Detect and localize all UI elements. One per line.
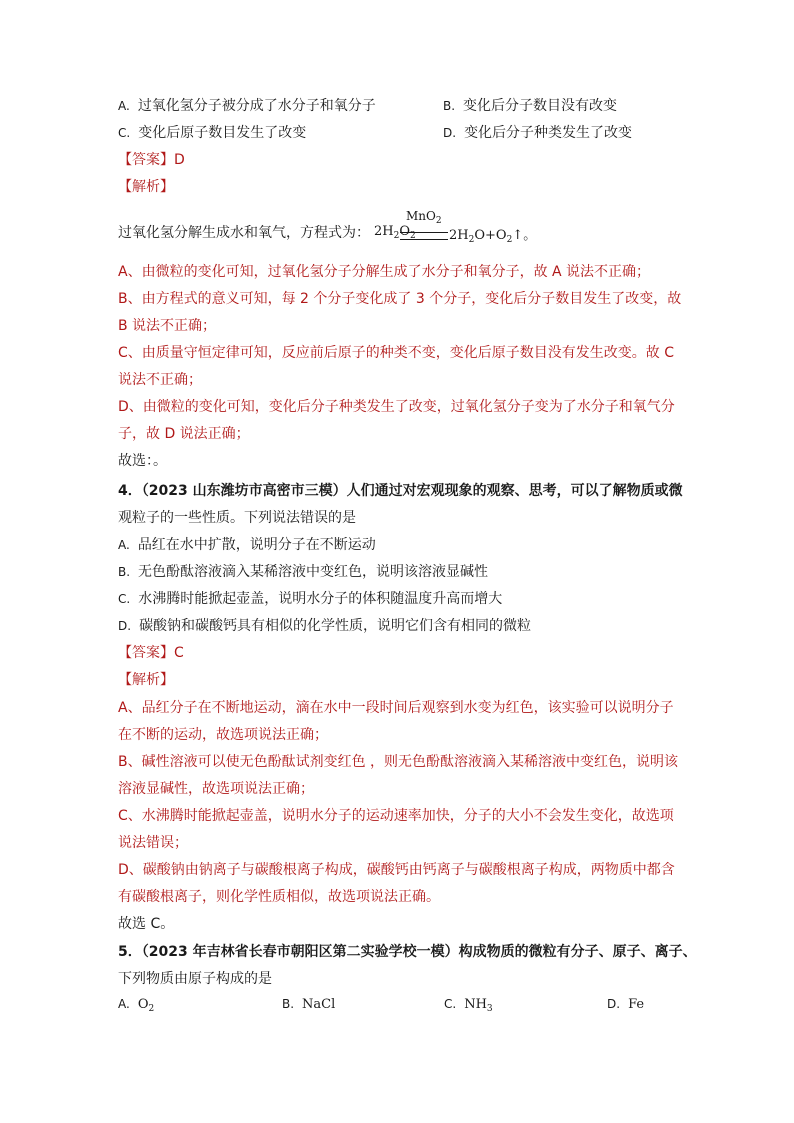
q3-analysis-line: D、由微粒的变化可知，变化后分子种类发生了改变，过氧化氢分子变为了水分子和氧气分 (118, 399, 675, 415)
option-text: 变化后分子种类发生了改变 (464, 125, 633, 141)
option-key: D. (443, 126, 457, 140)
q4-option-c: C. 水沸腾时能掀起壶盖，说明水分子的体积随温度升高而增大 (118, 591, 503, 607)
option-text: 变化后原子数目发生了改变 (138, 125, 307, 141)
q4-analysis-line: 在不断的运动，故选项说法正确； (118, 727, 328, 743)
q4-stem-cont: 观粒子的一些性质。下列说法错误的是 (118, 510, 356, 526)
q5-choice-a: A. $O_2$ (118, 997, 155, 1014)
q4-analysis-line: 溶液显碱性，故选项说法正确； (118, 781, 314, 797)
q4-option-d: D. 碳酸钠和碳酸钙具有相似的化学性质，说明它们含有相同的微粒 (118, 618, 532, 634)
q4-option-b: B. 无色酚酞溶液滴入某稀溶液中变红色，说明该溶液显碱性 (118, 564, 489, 580)
q4-analysis-line: A、品红分子在不断地运动，滴在水中一段时间后观察到水变为红色，该实验可以说明分子 (118, 700, 674, 716)
q5-choice-d: D. Fe (607, 997, 645, 1012)
q5-stem: 5．（2023 年吉林省长春市朝阳区第二实验学校一模）构成物质的微粒有分子、原子、离子、 (118, 944, 697, 960)
option-text: 过氧化氢分子被分成了水分子和氧分子 (137, 98, 376, 114)
q3-analysis-line: B、由方程式的意义可知，每 2 个分子变化成了 3 个分子，变化后分子数目发生了改变，故 (118, 291, 682, 307)
option-key: C. (118, 126, 131, 140)
q4-conclusion: 故选 C。 (118, 916, 175, 932)
equation-product: $2H_2O+O_2↑$。 (449, 228, 537, 245)
equation-intro: 过氧化氢分解生成水和氧气，方程式为： (118, 225, 370, 241)
q4-stem: 4．（2023 山东潍坊市高密市三模）人们通过对宏观现象的观察、思考，可以了解物质或微 (118, 483, 683, 499)
q3-analysis-label: 【解析】 (118, 179, 174, 195)
q4-analysis-line: 说法错误； (118, 835, 188, 851)
q3-answer: 【答案】D (118, 152, 185, 168)
q4-analysis-line: D、碳酸钠由钠离子与碳酸根离子构成，碳酸钙由钙离子与碳酸根离子构成，两物质中都含 (118, 862, 675, 878)
q5-stem-cont: 下列物质由原子构成的是 (118, 971, 272, 987)
q3-analysis-line: B 说法不正确； (118, 318, 217, 334)
option-text: 变化后分子数目没有改变 (463, 98, 618, 114)
q3-option-c (118, 123, 306, 143)
q3-option-b (443, 96, 617, 116)
q3-option-a (118, 96, 376, 116)
reaction-arrow (400, 232, 448, 240)
q3-analysis-line: C、由质量守恒定律可知，反应前后原子的种类不变，变化后原子数目没有发生改变。故 C (118, 345, 674, 361)
q3-analysis-line: 说法不正确； (118, 372, 202, 388)
q4-analysis-line: 有碳酸根离子，则化学性质相似，故选项说法正确。 (118, 889, 440, 905)
q4-analysis-line: C、水沸腾时能掀起壶盖，说明水分子的运动速率加快，分子的大小不会发生变化，故选项 (118, 808, 674, 824)
q3-option-d (443, 123, 632, 143)
q4-analysis-label: 【解析】 (118, 672, 174, 688)
equation-reactant: $2H_2O_2$ (374, 224, 416, 241)
q5-choice-b: B. NaCl (282, 997, 336, 1012)
q4-analysis-line: B、碱性溶液可以使无色酚酞试剂变红色 ，则无色酚酞溶液滴入某稀溶液中变红色，说明该 (118, 754, 679, 770)
q3-conclusion: 故选：。 (118, 453, 167, 469)
option-key: A. (118, 99, 130, 113)
option-key: B. (443, 99, 456, 113)
q5-choice-c: C. $NH_3$ (444, 997, 493, 1014)
q3-analysis-line: 子，故 D 说法正确； (118, 426, 250, 442)
equation-catalyst: MnO$_2$ (406, 209, 442, 226)
q4-option-a: A. 品红在水中扩散，说明分子在不断运动 (118, 537, 376, 553)
q3-analysis-line: A、由微粒的变化可知，过氧化氢分子分解生成了水分子和氧分子，故 A 说法不正确； (118, 264, 651, 280)
q4-answer: 【答案】C (118, 645, 184, 661)
